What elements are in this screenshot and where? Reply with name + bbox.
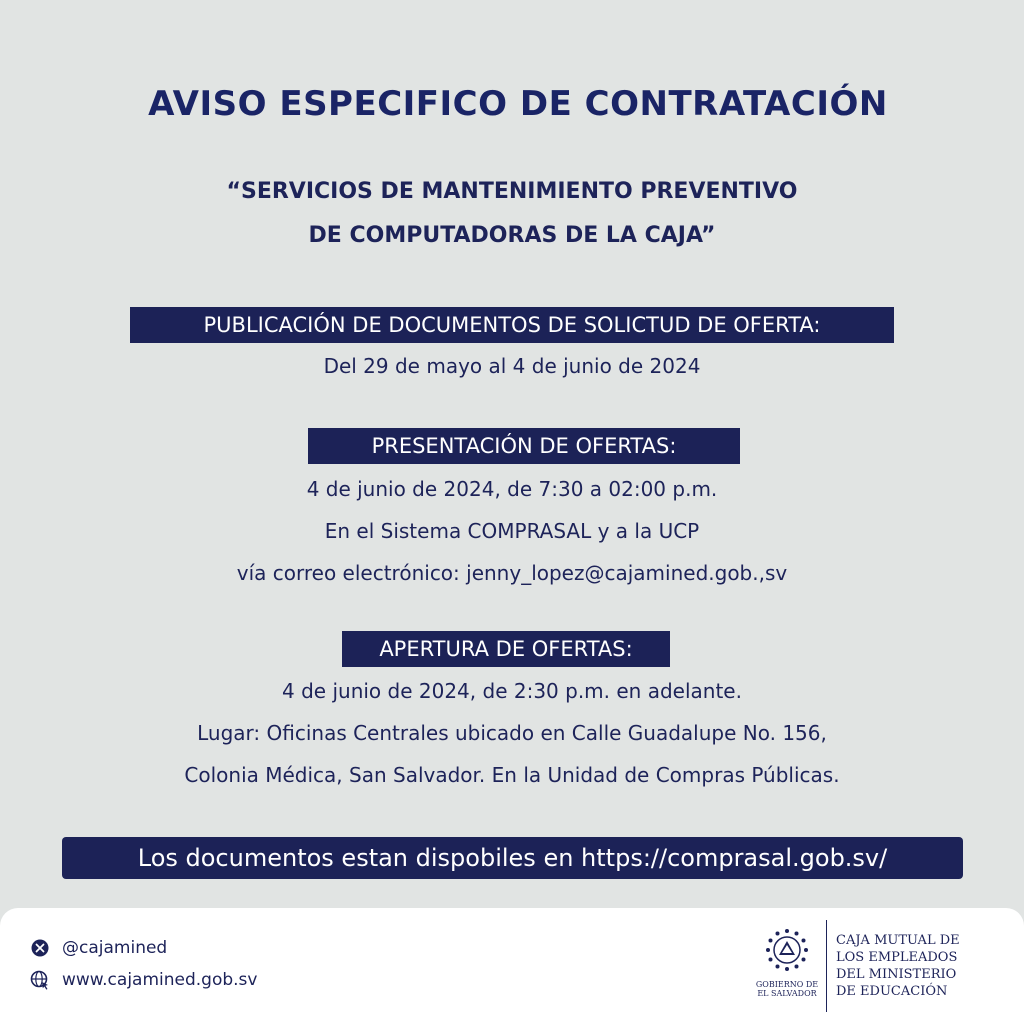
offers-opening-heading: APERTURA DE OFERTAS: [342, 631, 670, 667]
x-social-icon [30, 938, 50, 958]
footer [0, 908, 1024, 1024]
government-logo [752, 926, 822, 998]
offers-submission-details [0, 468, 1024, 594]
opening-address: Colonia Médica, San Salvador. En la Unidad de Compras Públicas. [184, 763, 840, 787]
service-title-line-1: “SERVICIOS DE MANTENIMIENTO PREVENTIVO [226, 179, 798, 204]
publication-heading: PUBLICACIÓN DE DOCUMENTOS DE SOLICTUD DE OFERTA: [130, 307, 894, 343]
service-title-line-2: DE COMPUTADORAS DE LA CAJA” [308, 223, 716, 248]
government-seal-icon [763, 926, 811, 974]
publication-dates: Del 29 de mayo al 4 de junio de 2024 [323, 354, 701, 378]
globe-icon [30, 970, 50, 990]
documents-link-banner: Los documentos estan dispobiles en https://comprasal.gob.sv/ [62, 837, 963, 879]
website-contact [30, 970, 257, 990]
organization-name: CAJA MUTUAL DE LOS EMPLEADOS DEL MINISTERIO DE EDUCACIÓN [836, 933, 960, 999]
offers-opening-details [0, 670, 1024, 796]
submission-date: 4 de junio de 2024, de 7:30 a 02:00 p.m. [306, 477, 718, 501]
social-handle: @cajamined [62, 938, 168, 958]
page-title: AVISO ESPECIFICO DE CONTRATACIÓN [148, 84, 888, 124]
social-contact [30, 938, 167, 958]
government-label: GOBIERNO DE EL SALVADOR [755, 980, 819, 998]
service-title [0, 170, 1024, 258]
opening-date: 4 de junio de 2024, de 2:30 p.m. en adelante. [282, 679, 742, 703]
submission-email: vía correo electrónico: jenny_lopez@cajamined.gob.,sv [236, 561, 788, 585]
logo-divider [826, 920, 827, 1012]
offers-submission-heading: PRESENTACIÓN DE OFERTAS: [308, 428, 740, 464]
website-url: www.cajamined.gob.sv [62, 970, 258, 990]
publication-details [0, 345, 1024, 387]
opening-location: Lugar: Oficinas Centrales ubicado en Calle Guadalupe No. 156, [197, 721, 827, 745]
submission-system: En el Sistema COMPRASAL y a la UCP [324, 519, 700, 543]
